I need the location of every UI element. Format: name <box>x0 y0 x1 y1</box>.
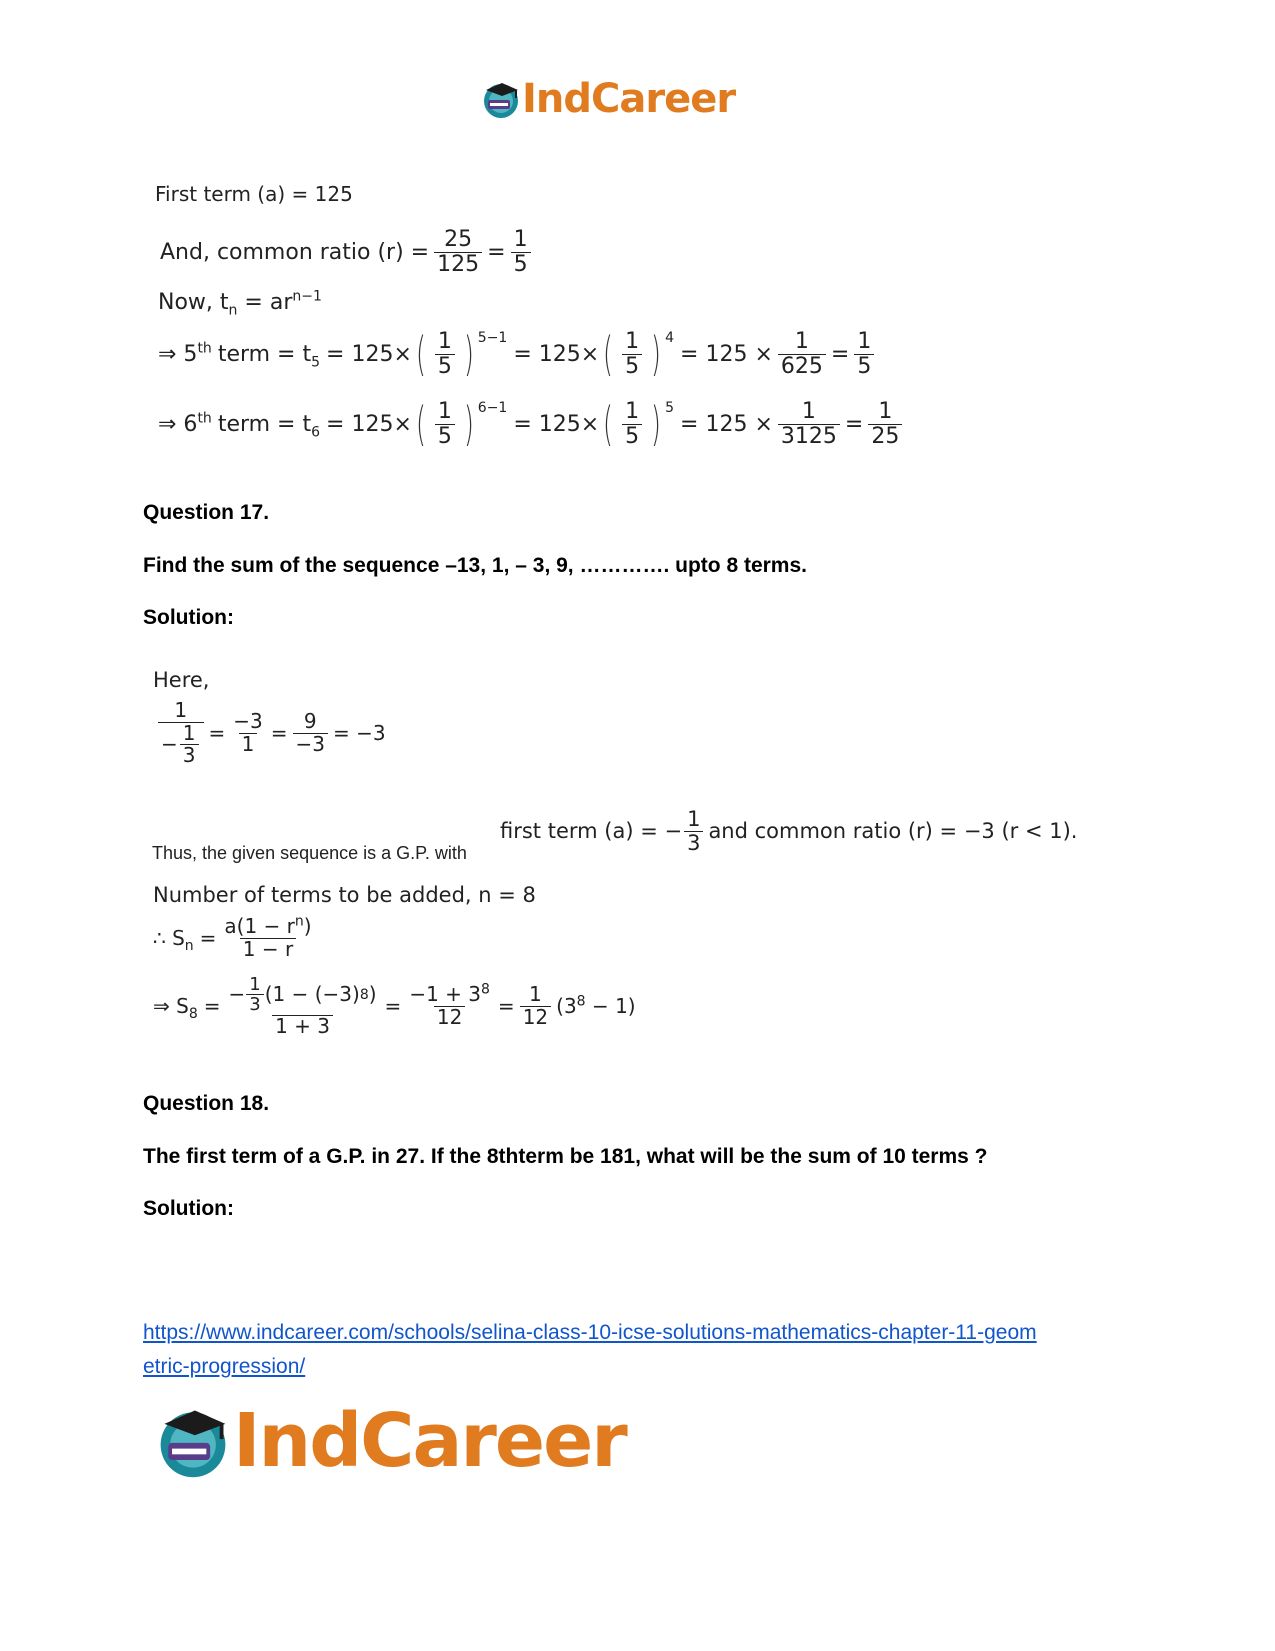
ratio-label: And, common ratio (r) = <box>160 239 430 265</box>
s8-line: ⇒ $S_8$ = − $\frac{1}{3}$ (1 − (−3) 8 ) 1 + 3 = $\frac{-1 + 3^8}{12}$ = $\frac{1}{12}$ $(3^8 - 1)$ <box>153 974 636 1038</box>
t6-label: term = $t_6$ <box>217 411 321 441</box>
footer-logo <box>153 1398 626 1484</box>
source-link[interactable] <box>143 1316 1037 1384</box>
number-of-terms: Number of terms to be added, n = 8 <box>153 883 536 907</box>
ratio-check-frac-3: $\frac{9}{-3}$ <box>293 711 328 755</box>
t5-prefix: ⇒ 5th <box>158 340 212 367</box>
formula-exp: n−1 <box>292 288 322 305</box>
graduation-cap-icon <box>480 78 522 120</box>
t6-frac-3: $\frac{1}{3125}$ <box>778 400 840 449</box>
common-ratio-text: and common ratio (r) = −3 (r < 1). <box>708 819 1078 844</box>
t6-coef3: = 125 × <box>680 411 773 437</box>
nth-term-formula <box>158 288 322 319</box>
equals: = <box>487 239 506 265</box>
fifth-term-line: ⇒ 5th term = $t_5$ = 125× ( $\frac{1}{5}$ ) 5−1 = 125× ( $\frac{1}{5}$ ) 4 = 125 × $\frac{1}{625}$ = $\frac{1}{5}$ <box>158 330 879 379</box>
sixth-term-line: ⇒ 6th term = $t_6$ = 125× ( $\frac{1}{5}$ ) 6−1 = 125× ( $\frac{1}{5}$ ) 5 = 125 × $\frac{1}{3125}$ = $\frac{1}{25}$ <box>158 400 907 449</box>
ratio-check-result: = −3 <box>333 721 386 746</box>
ratio-check-line: 1 − $\frac{1}{3}$ = $\frac{-3}{1}$ = $\frac{9}{-3}$ = −3 <box>153 700 386 767</box>
t5-label: term = $t_5$ <box>217 341 321 371</box>
t5-paren-2: ( $\frac{1}{5}$ ) 4 <box>603 327 675 382</box>
ratio-res-den: 5 <box>511 252 531 277</box>
question-18-title: Question 18. <box>143 1092 270 1115</box>
s8-label: ⇒ $S_8$ <box>153 994 198 1023</box>
graduation-cap-icon <box>153 1401 233 1481</box>
first-term-label: first term (a) = − <box>500 819 683 844</box>
s8-fraction-1: − $\frac{1}{3}$ (1 − (−3) 8 ) 1 + 3 <box>228 974 377 1038</box>
footer-logo-text: IndCareer <box>233 1398 626 1484</box>
t6-coef2: = 125× <box>513 411 600 437</box>
question-18-solution-label: Solution: <box>143 1197 234 1220</box>
s8-fraction-3: $\frac{1}{12}$ <box>520 984 551 1028</box>
sum-formula-line: ∴ $S_n$ = $\frac{a(1 - r^n)}{1 - r}$ <box>153 916 320 960</box>
t5-coef2: = 125× <box>513 341 600 367</box>
t5-coef: = 125× <box>326 341 412 367</box>
t6-paren-1: ( $\frac{1}{5}$ ) 6−1 <box>415 397 508 452</box>
ratio-check-frac-1: 1 − $\frac{1}{3}$ <box>158 700 204 767</box>
header-logo-text: IndCareer <box>522 76 736 122</box>
t5-coef3: = 125 × <box>680 341 773 367</box>
first-term-ratio-line <box>500 808 1077 854</box>
thus-gp-text: Thus, the given sequence is a G.P. with <box>152 843 467 863</box>
ratio-num: 25 <box>444 227 473 252</box>
ratio-den: 125 <box>434 252 482 277</box>
formula-rhs: = ar <box>244 290 293 315</box>
t6-result: $\frac{1}{25}$ <box>868 400 902 449</box>
source-link-line-2[interactable]: etric-progression/ <box>143 1355 306 1378</box>
ratio-res-num: 1 <box>513 227 528 252</box>
source-link-line-1[interactable]: https://www.indcareer.com/schools/selina-class-10-icse-solutions-mathematics-chapter-11-geom <box>143 1321 1037 1344</box>
question-17-solution-label: Solution: <box>143 606 234 629</box>
t5-frac-3: $\frac{1}{625}$ <box>778 330 826 379</box>
question-17-title: Question 17. <box>143 501 270 524</box>
t5-paren-1: ( $\frac{1}{5}$ ) 5−1 <box>415 327 508 382</box>
formula-label: Now, t <box>158 290 229 315</box>
ratio-check-frac-2: $\frac{-3}{1}$ <box>233 709 263 756</box>
first-term-line: First term (a) = 125 <box>155 182 353 206</box>
ratio-fraction <box>434 228 482 277</box>
t6-paren-2: ( $\frac{1}{5}$ ) 5 <box>603 397 675 452</box>
question-17-text: Find the sum of the sequence –13, 1, – 3, 9, …………. upto 8 terms. <box>143 554 807 577</box>
header-logo <box>480 76 735 122</box>
question-18-text: The first term of a G.P. in 27. If the 8thterm be 181, what will be the sum of 10 terms ? <box>143 1145 988 1168</box>
ratio-result-fraction <box>511 228 531 277</box>
first-term-fraction: $\frac{1}{3}$ <box>684 808 703 854</box>
s8-tail: $(3^8 - 1)$ <box>556 993 636 1019</box>
s8-fraction-2: $\frac{-1 + 3^8}{12}$ <box>409 981 490 1029</box>
t6-coef: = 125× <box>326 411 412 437</box>
sn-label: ∴ $S_n$ <box>153 926 194 955</box>
t6-prefix: ⇒ 6th <box>158 410 212 437</box>
here-label: Here, <box>153 668 210 692</box>
t5-result: $\frac{1}{5}$ <box>854 330 874 379</box>
formula-sub: n <box>228 302 238 319</box>
common-ratio-line <box>160 228 536 277</box>
sum-formula-fraction: $\frac{a(1 - r^n)}{1 - r}$ <box>224 913 312 961</box>
